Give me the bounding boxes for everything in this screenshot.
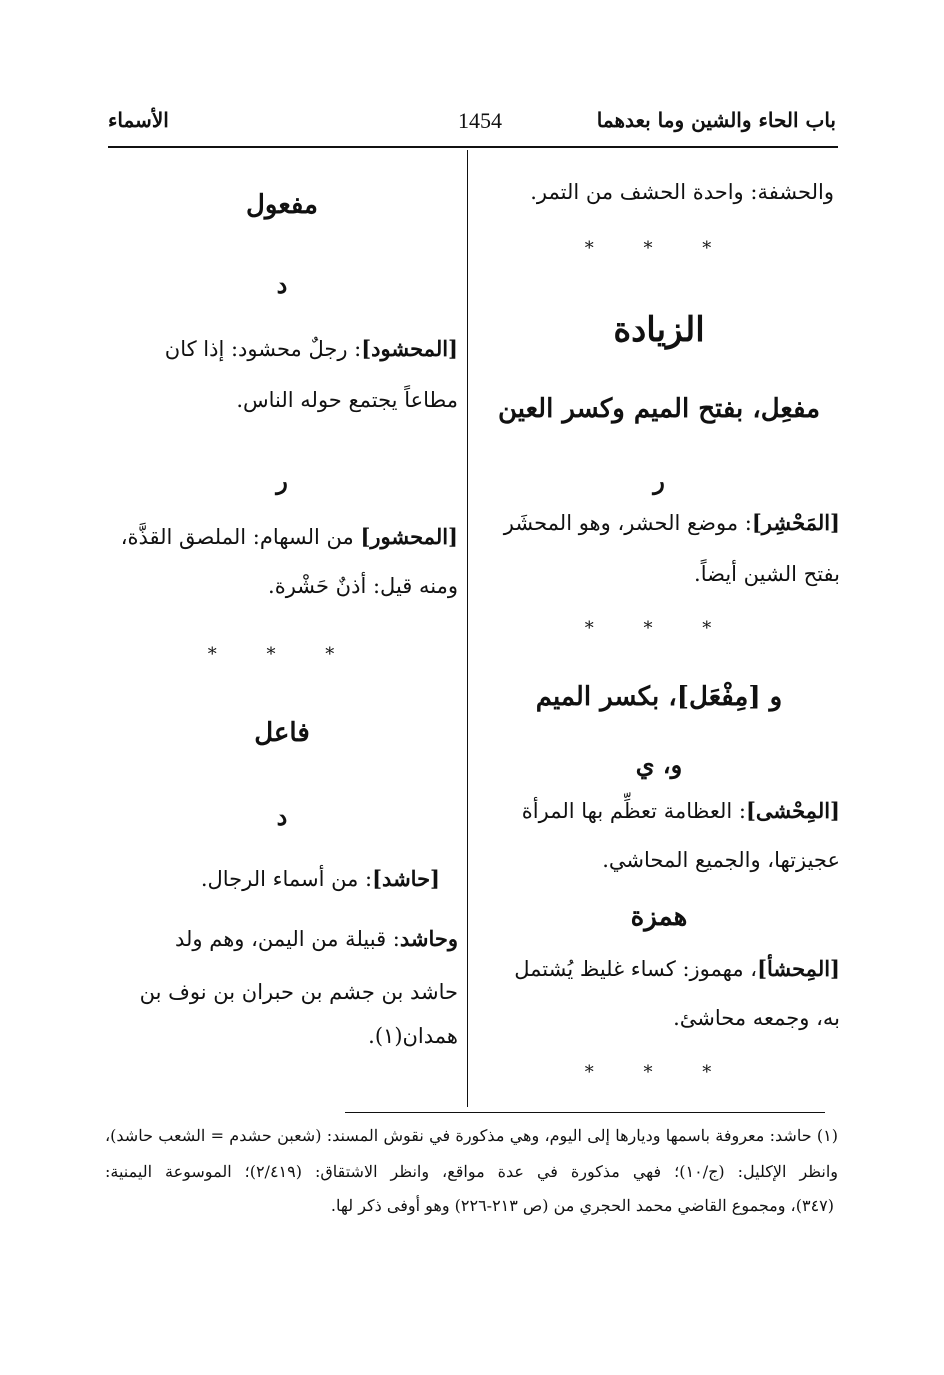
entry-term: [المِحشأ] — [757, 956, 840, 981]
entry-line — [478, 510, 840, 535]
entry-line — [106, 336, 458, 361]
entry-line — [478, 956, 840, 981]
entry-line — [88, 866, 440, 891]
subsection-heading: مفعول — [246, 190, 318, 220]
entry-term: [المَحْشِر] — [751, 510, 840, 535]
entry-term: وحاشد — [399, 926, 458, 951]
footnote-line: (٣٤٧)، ومجموع القاضي محمد الحجري من (ص ٢١٣-٢٢٦) وهو أوفى ذكر لها. — [330, 1196, 834, 1215]
entry-term: [المحشور] — [360, 524, 458, 549]
entry-continuation: همدان(١). — [368, 1024, 458, 1048]
header-rule — [108, 146, 838, 148]
entry-continuation: به، وجمعه محاشئ. — [673, 1006, 840, 1030]
root-letter-heading: د — [276, 802, 288, 831]
entry-line — [106, 926, 458, 951]
root-letter-heading: ر — [276, 466, 288, 495]
footnote-line: (١) حاشد: معروفة باسمها وديارها إلى اليوم، وهي مذكورة في نقوش المسند: (شعبن حشدم = الشعب حاشد)، — [105, 1126, 838, 1145]
entry-definition: : العظامة تعظِّم بها المرأة — [521, 799, 746, 823]
page-number: 1454 — [458, 108, 502, 133]
entry-definition: : رجلٌ محشود: إذا كان — [164, 337, 362, 361]
entry-continuation: ومنه قيل: أذنٌ حَشْرة. — [268, 574, 458, 598]
right-column — [478, 150, 840, 1105]
root-letter-heading: د — [276, 270, 288, 299]
footnote-line: وانظر الإكليل: (ج/١٠)؛ فهي مذكورة في عدة مواقع، وانظر الاشتقاق: (٢/٤١٩)؛ الموسوعة اليمنية: — [105, 1162, 839, 1181]
section-separator: * * * — [584, 238, 734, 259]
root-letter-heading: ر — [653, 466, 665, 495]
entry-term: [المِحْشى] — [745, 798, 840, 823]
entry-term: [حاشد] — [372, 866, 440, 891]
entry-continuation: عجيزتها، والجميع المحاشي. — [602, 848, 840, 872]
entry-definition: من السهام: الملصق القذَّة، — [120, 525, 361, 549]
section-separator: * * * — [584, 618, 734, 639]
subsection-heading: و [مِفْعَل]، بكسر الميم — [535, 682, 783, 712]
entry-definition: : موضع الحشر، وهو المحشَر — [503, 511, 752, 535]
entry-continuation: بفتح الشين أيضاً. — [694, 562, 840, 586]
entry-continuation: مطاعاً يجتمع حوله الناس. — [236, 388, 458, 412]
subsection-heading: همزة — [630, 902, 688, 932]
subsection-heading: مفعِل، بفتح الميم وكسر العين — [497, 394, 821, 424]
entry-term: [المحشود] — [361, 336, 458, 361]
entry-definition: ، مهموز: كساء غليظ يُشتمل — [514, 957, 758, 981]
subsection-heading: فاعل — [254, 718, 310, 748]
footnote-rule — [345, 1112, 825, 1113]
section-separator: * * * — [207, 644, 357, 665]
left-column — [106, 150, 458, 1105]
entry-continuation: حاشد بن جشم بن حبران بن نوف بن — [139, 980, 458, 1004]
entry-line — [106, 524, 458, 549]
column-divider — [467, 150, 468, 1107]
running-head-section: الأسماء — [108, 108, 169, 132]
section-heading: الزيادة — [613, 310, 705, 350]
text-line: والحشفة: واحدة الحشف من التمر. — [530, 180, 834, 204]
entry-line — [478, 798, 840, 823]
entry-definition: : من أسماء الرجال. — [200, 867, 373, 891]
section-separator: * * * — [584, 1062, 734, 1083]
running-head-chapter: باب الحاء والشين وما بعدهما — [596, 108, 836, 132]
root-letter-heading: و، ي — [635, 750, 683, 779]
entry-definition: : قبيلة من اليمن، وهم ولد — [175, 927, 400, 951]
